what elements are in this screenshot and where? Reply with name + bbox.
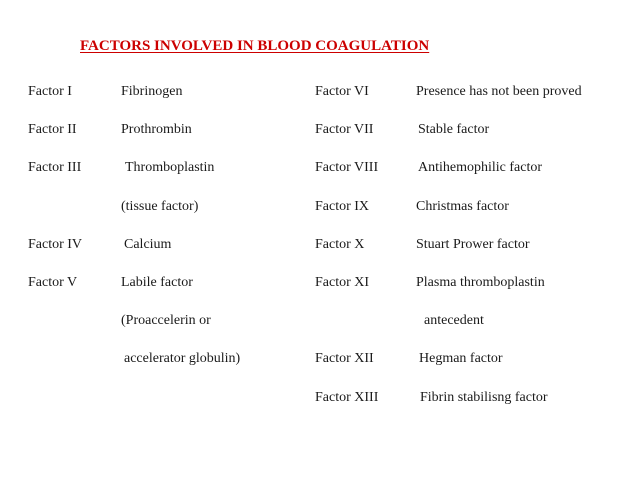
factor-name: Christmas factor <box>416 199 509 214</box>
factor-name: Presence has not been proved <box>416 84 582 99</box>
factor-name: Prothrombin <box>121 122 192 137</box>
factor-name: Stuart Prower factor <box>416 237 530 252</box>
factor-label: Factor IV <box>28 237 83 252</box>
factor-label: Factor IX <box>315 199 370 214</box>
factor-label: Factor XII <box>315 351 374 366</box>
factor-name: Hegman factor <box>419 351 503 366</box>
factor-name-continued: (tissue factor) <box>121 199 199 214</box>
factor-label: Factor VIII <box>315 160 379 175</box>
factor-name: Labile factor <box>121 275 193 290</box>
factor-name: Fibrin stabilisng factor <box>420 390 548 405</box>
factor-label: Factor V <box>28 275 78 290</box>
factor-label: Factor III <box>28 160 82 175</box>
factor-name: Plasma thromboplastin <box>416 275 545 290</box>
factor-name: Antihemophilic factor <box>418 160 543 175</box>
factor-label: Factor X <box>315 237 365 252</box>
factor-label: Factor XIII <box>315 390 379 405</box>
factor-name-continued: accelerator globulin) <box>124 351 241 366</box>
factor-label: Factor XI <box>315 275 370 290</box>
factor-label: Factor VII <box>315 122 374 137</box>
factor-name: Fibrinogen <box>121 84 183 99</box>
slide-title: FACTORS INVOLVED IN BLOOD COAGULATION <box>80 38 430 54</box>
factor-name-continued: antecedent <box>424 313 484 328</box>
factor-label: Factor I <box>28 84 72 99</box>
factor-name: Stable factor <box>418 122 490 137</box>
factor-label: Factor II <box>28 122 77 137</box>
factor-label: Factor VI <box>315 84 369 99</box>
factor-name: Thromboplastin <box>125 160 215 175</box>
factor-name-continued: (Proaccelerin or <box>121 313 211 328</box>
factor-name: Calcium <box>124 237 172 252</box>
